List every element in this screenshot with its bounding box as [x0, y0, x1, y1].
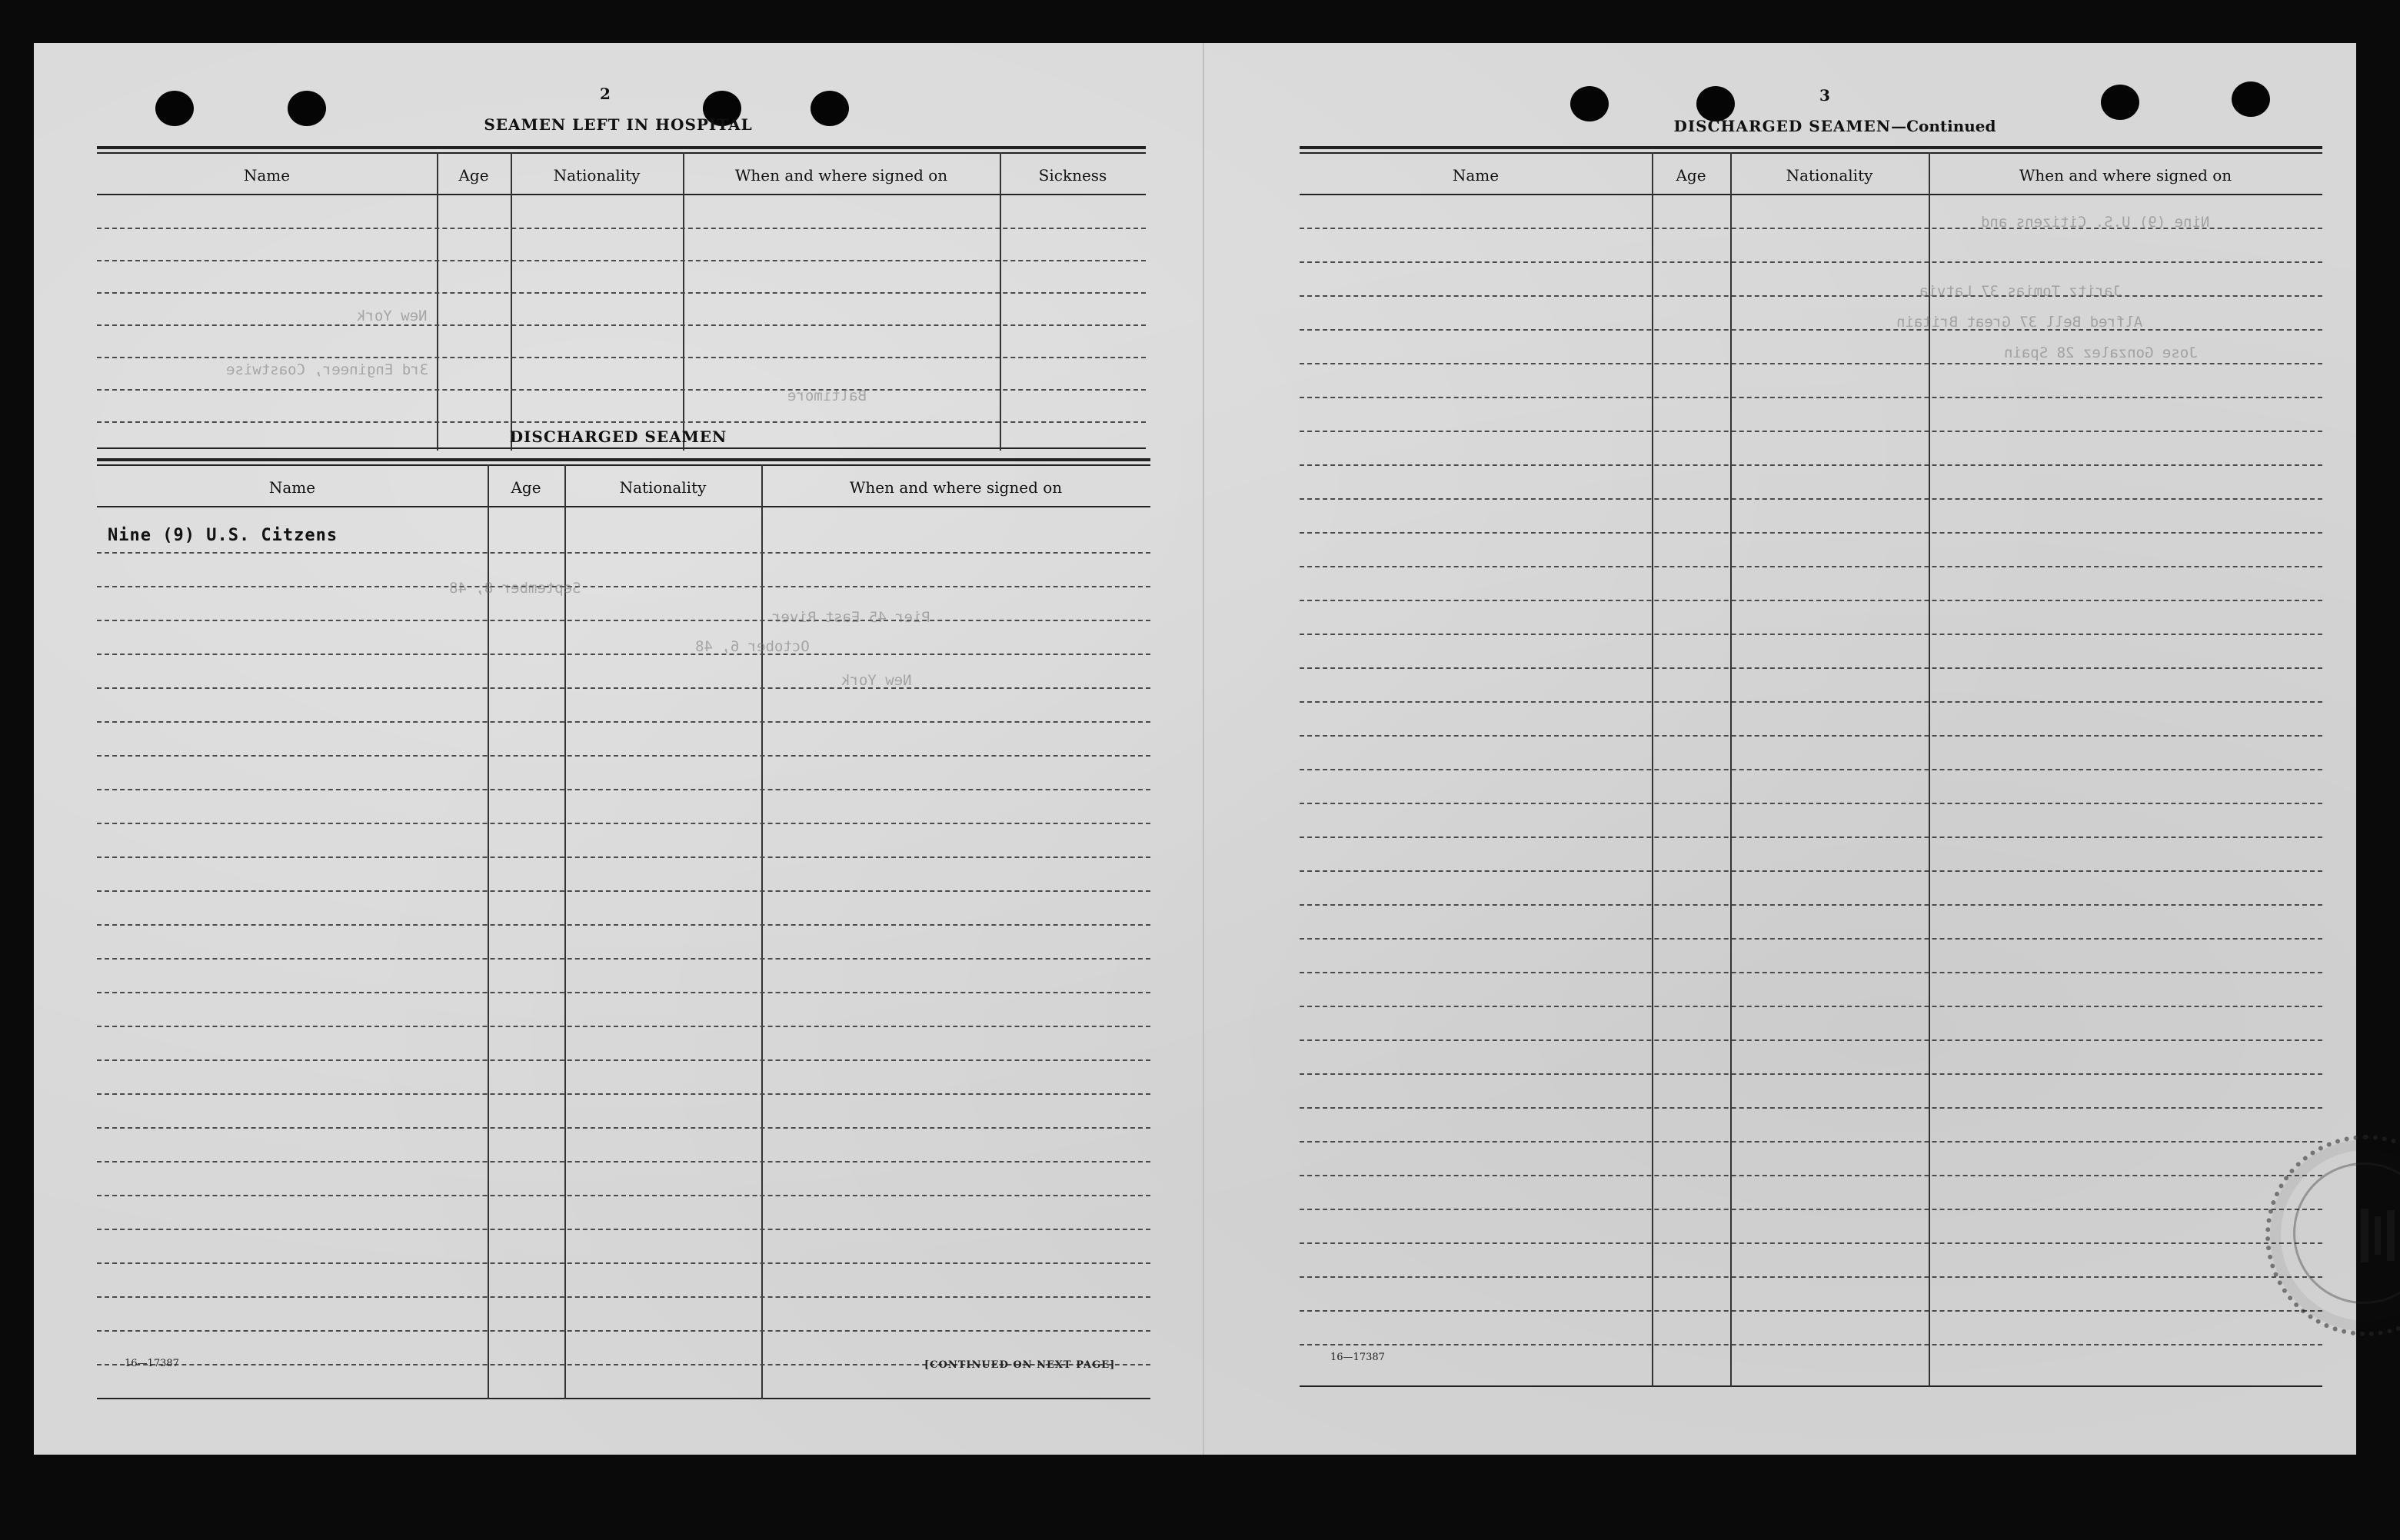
table-row: [1300, 769, 2322, 770]
bleed-through: September 8, 48: [449, 580, 581, 597]
column-header: Name: [1452, 166, 1500, 185]
bleed-through: New York: [841, 672, 912, 689]
bleed-through: New York: [357, 308, 428, 324]
form-number: 16—17387: [1330, 1352, 1385, 1363]
column-header: Nationality: [553, 166, 641, 185]
table-row: [97, 1127, 1150, 1129]
hospital-table: [97, 146, 1146, 454]
table-row: [1300, 363, 2322, 364]
table-row: [1300, 600, 2322, 601]
table-row: [97, 789, 1150, 790]
table-row: [1300, 261, 2322, 263]
punch-hole: [2101, 85, 2139, 120]
table-row: [97, 721, 1150, 723]
table-row: [1300, 1209, 2322, 1210]
right-page: [1203, 43, 2358, 1455]
table-row: [1300, 1039, 2322, 1041]
table-row: [97, 1195, 1150, 1196]
column-header: Age: [458, 166, 489, 185]
column-header: When and where signed on: [734, 166, 948, 185]
bleed-through: Nine (9) U.S. Citizens and: [1981, 214, 2210, 231]
table-row: [97, 654, 1150, 655]
table-row: [97, 890, 1150, 892]
table-row: [97, 292, 1146, 294]
table-row: [97, 1026, 1150, 1027]
punch-hole: [155, 91, 194, 126]
table-row: [97, 620, 1150, 621]
table-row: [97, 1229, 1150, 1230]
table-row: [97, 357, 1146, 358]
table-row: [1300, 464, 2322, 466]
table-row: [97, 1161, 1150, 1162]
table-row: [1300, 870, 2322, 872]
table-row: [97, 324, 1146, 326]
table-row: [1300, 735, 2322, 737]
table-row: [97, 1059, 1150, 1061]
discharged-continued-title: [1604, 117, 2065, 135]
table-row: [97, 823, 1150, 824]
table-row: [97, 924, 1150, 926]
table-row: [97, 389, 1146, 391]
bleed-through: Pier 45 East River: [772, 609, 930, 626]
table-row: [1300, 904, 2322, 906]
table-row: [97, 958, 1150, 960]
bleed-through: Alfred Bell 37 Great Britain: [1896, 314, 2143, 331]
table-row: [1300, 431, 2322, 432]
column-header: When and where signed on: [2019, 166, 2232, 185]
punch-hole: [811, 91, 849, 126]
column-header: Name: [243, 166, 291, 185]
title-main: DISCHARGED SEAMEN: [1673, 117, 1892, 135]
table-row: [1300, 498, 2322, 500]
continued-note: [CONTINUED ON NEXT PAGE]: [924, 1359, 1116, 1371]
table-row: [1300, 1310, 2322, 1312]
left-page: [34, 43, 1203, 1455]
table-row: [1300, 1344, 2322, 1345]
bleed-through: 3rd Engineer, Coastwise: [226, 361, 429, 378]
column-header: When and where signed on: [849, 478, 1063, 497]
column-header: Age: [1676, 166, 1706, 185]
table-row: [1300, 837, 2322, 838]
table-row: [97, 856, 1150, 858]
document-sheet: [34, 43, 2356, 1455]
table-row: [1300, 329, 2322, 331]
table-row: [1300, 1073, 2322, 1075]
hospital-section-title: SEAMEN LEFT IN HOSPITAL: [484, 115, 753, 134]
table-row: [1300, 1141, 2322, 1143]
column-header: Nationality: [619, 478, 707, 497]
table-row: [1300, 634, 2322, 635]
page-number: 3: [1819, 86, 1830, 105]
punch-hole: [1570, 86, 1609, 121]
table-row: [97, 687, 1150, 689]
column-header: Nationality: [1786, 166, 1873, 185]
discharged-continued-table: [1300, 146, 2322, 1392]
column-header: Age: [511, 478, 541, 497]
punch-hole: [2232, 81, 2270, 117]
table-row: [1300, 532, 2322, 534]
table-row: [97, 1296, 1150, 1298]
table-row: [97, 552, 1150, 554]
table-row: [1300, 1107, 2322, 1109]
table-row: [97, 586, 1150, 587]
entry-name: Nine (9) U.S. Citzens: [108, 526, 338, 545]
bleed-through: Jose Gonzalez 28 Spain: [2004, 344, 2198, 361]
table-row: [1300, 938, 2322, 940]
table-row: [1300, 1276, 2322, 1278]
table-row: [97, 1262, 1150, 1264]
table-row: [1300, 1242, 2322, 1244]
table-row: [1300, 701, 2322, 703]
table-row: [97, 228, 1146, 229]
column-header: Sickness: [1038, 166, 1107, 185]
form-number: 16—17387: [125, 1358, 179, 1369]
discharged-table: [97, 458, 1150, 1404]
table-row: [97, 421, 1146, 423]
bleed-through: October 6, 48: [695, 638, 810, 655]
bleed-through: Baltimore: [787, 387, 867, 404]
table-row: [97, 260, 1146, 261]
table-row: [97, 755, 1150, 757]
column-header: Name: [268, 478, 316, 497]
bleed-through: Jaritz Tomias 37 Latvia: [1919, 283, 2122, 300]
table-row: [1300, 972, 2322, 973]
title-suffix: —Continued: [1891, 117, 1996, 135]
punch-hole: [288, 91, 326, 126]
page-number: 2: [600, 85, 611, 103]
table-row: [97, 1330, 1150, 1332]
table-row: [1300, 1006, 2322, 1007]
table-row: [1300, 566, 2322, 567]
table-row: [1300, 803, 2322, 804]
discharged-section-title: DISCHARGED SEAMEN: [509, 427, 727, 446]
table-row: [1300, 667, 2322, 669]
table-row: [97, 1093, 1150, 1095]
table-row: [1300, 1175, 2322, 1176]
table-row: [1300, 397, 2322, 398]
table-row: [97, 992, 1150, 993]
table-row: [1300, 295, 2322, 297]
